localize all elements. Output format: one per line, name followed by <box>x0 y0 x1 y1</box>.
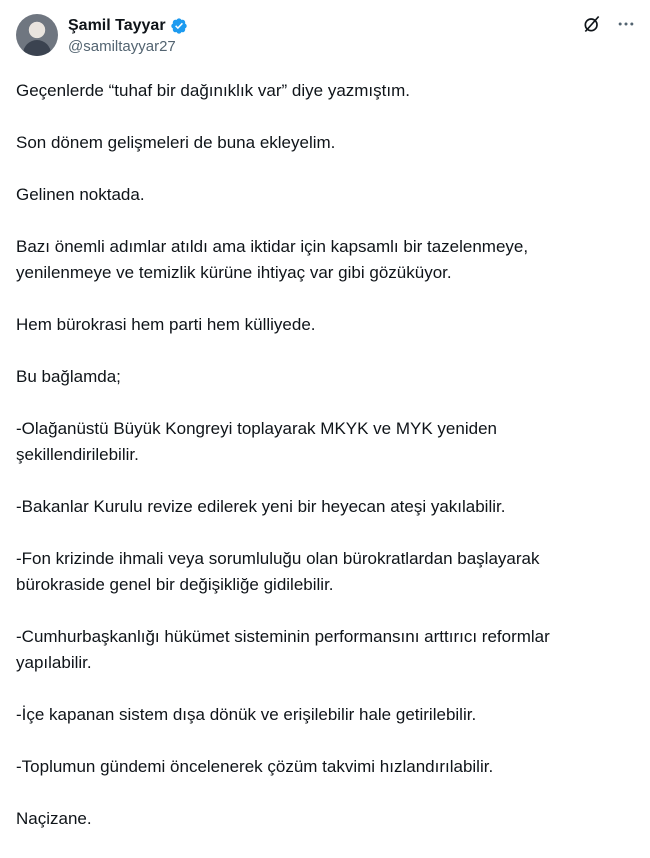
author-name[interactable]: Şamil Tayyar <box>68 17 166 34</box>
paragraph: -Toplumun gündemi öncelenerek çözüm takvimi hızlandırılabilir. <box>16 757 494 776</box>
paragraph: Gelinen noktada. <box>16 185 145 204</box>
grok-icon[interactable] <box>582 14 602 34</box>
tweet-text <box>16 78 626 858</box>
paragraph: -İçe kapanan sistem dışa dönük ve erişilebilir hale getirilebilir. <box>16 705 477 724</box>
paragraph: -Fon krizinde ihmali veya sorumluluğu olan bürokratlardan başlayarak bürokraside genel bir değişikliğe gidilebilir. <box>16 549 540 594</box>
paragraph: -Bakanlar Kurulu revize edilerek yeni bir heyecan ateşi yakılabilir. <box>16 497 506 516</box>
tweet-header <box>16 14 636 62</box>
paragraph: Bazı önemli adımlar atıldı ama iktidar için kapsamlı bir tazelenmeye, yenilenmeye ve temizlik kürüne ihtiyaç var gibi gözüküyor. <box>16 237 529 282</box>
paragraph: Son dönem gelişmeleri de buna ekleyelim. <box>16 133 336 152</box>
more-options-icon[interactable] <box>616 14 636 34</box>
author-handle[interactable]: @samiltayyar27 <box>68 38 176 55</box>
verified-badge-icon[interactable] <box>170 17 188 35</box>
author-info <box>68 16 188 57</box>
paragraph: -Olağanüstü Büyük Kongreyi toplayarak MKYK ve MYK yeniden şekillendirilebilir. <box>16 419 497 464</box>
paragraph: Bu bağlamda; <box>16 367 121 386</box>
avatar[interactable] <box>16 14 58 56</box>
name-row <box>68 16 188 36</box>
paragraph: Geçenlerde “tuhaf bir dağınıklık var” diye yazmıştım. <box>16 81 410 100</box>
paragraph: Naçizane. <box>16 809 92 828</box>
paragraph: Hem bürokrasi hem parti hem külliyede. <box>16 315 316 334</box>
header-actions <box>582 14 636 34</box>
paragraph: -Cumhurbaşkanlığı hükümet sisteminin performansını arttırıcı reformlar yapılabilir. <box>16 627 550 672</box>
